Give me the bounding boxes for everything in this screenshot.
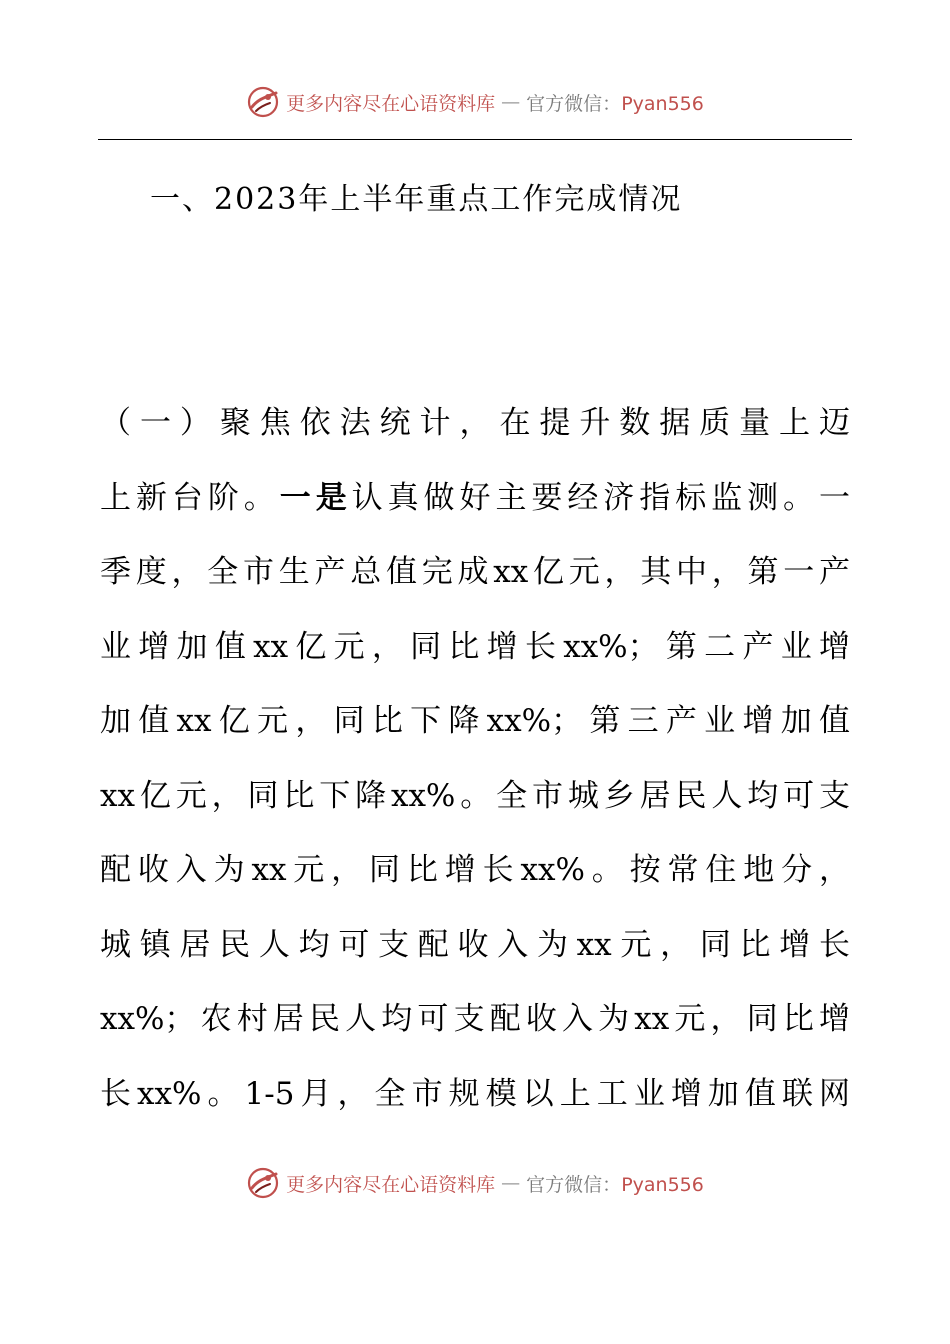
header-contact-id: Pyan556	[621, 92, 704, 115]
paragraph-line	[100, 1057, 850, 1132]
bold-marker-text: 一是	[279, 479, 352, 516]
paragraph-line	[100, 982, 850, 1057]
paragraph-line	[100, 610, 850, 685]
line-text: 长xx%。1-5月，全市规模以上工业增加值联网	[100, 1075, 850, 1112]
section-heading: 一、2023年上半年重点工作完成情况	[150, 182, 683, 217]
line-text: 上新台阶。	[100, 479, 280, 516]
paragraph-line	[100, 833, 850, 908]
footer-contact-id: Pyan556	[621, 1173, 704, 1196]
header-contact	[526, 89, 704, 116]
line-text: 认真做好主要经济指标监测。一	[351, 479, 850, 516]
paragraph-line	[100, 386, 850, 461]
line-text: 季度，全市生产总值完成xx亿元，其中，第一产	[100, 554, 850, 590]
body-paragraph	[100, 386, 850, 1131]
footer-banner-text: 更多内容尽在心语资料库	[286, 1173, 496, 1196]
paragraph-line	[100, 535, 850, 610]
library-logo-icon	[246, 1166, 280, 1200]
header-divider	[98, 139, 852, 140]
footer-contact-label: 官方微信：	[526, 1173, 622, 1196]
line-text: 加值xx亿元，同比下降xx%；第三产业增加值	[100, 703, 850, 739]
line-text: xx%；农村居民人均可支配收入为xx元，同比增	[100, 1001, 850, 1037]
line-text: 城镇居民人均可支配收入为xx元，同比增长	[100, 926, 850, 963]
line-text: xx亿元，同比下降xx%。全市城乡居民人均可支	[100, 777, 850, 814]
footer-contact	[526, 1170, 704, 1197]
paragraph-line	[100, 461, 850, 536]
library-logo-icon	[246, 85, 280, 119]
paragraph-line	[100, 759, 850, 834]
footer-banner	[0, 1163, 950, 1203]
paragraph-line	[100, 684, 850, 759]
header-contact-label: 官方微信：	[526, 92, 622, 115]
line-text: 业增加值xx亿元，同比增长xx%；第二产业增	[100, 628, 850, 665]
header-banner	[0, 82, 950, 122]
header-banner-dash: —	[501, 91, 521, 113]
line-text: 配收入为xx元，同比增长xx%。按常住地分，	[100, 852, 850, 888]
header-banner-text: 更多内容尽在心语资料库	[286, 92, 496, 115]
line-text: （一）聚焦依法统计，在提升数据质量上迈	[100, 405, 850, 441]
footer-banner-dash: —	[501, 1172, 521, 1194]
paragraph-line	[100, 908, 850, 983]
